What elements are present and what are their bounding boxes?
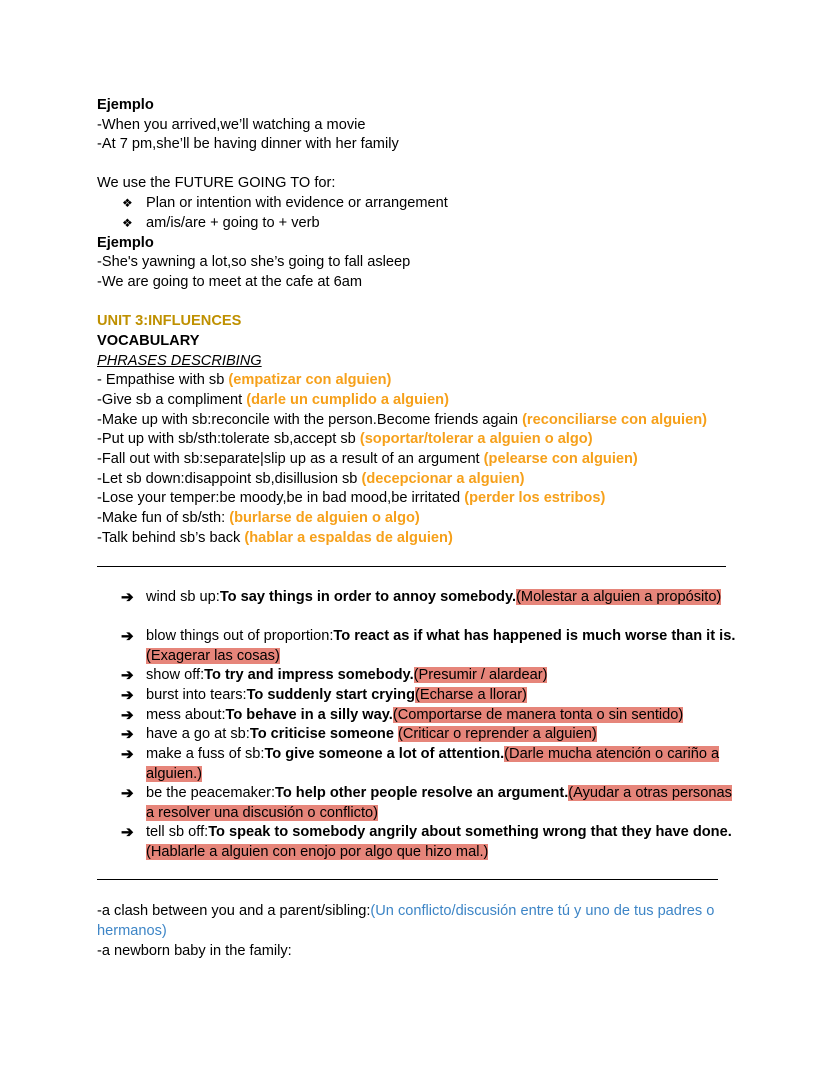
idiom-translation: (Presumir / alardear) xyxy=(413,667,548,683)
bullet-item: Plan or intention with evidence or arrangement xyxy=(146,195,448,211)
arrow-item xyxy=(146,784,736,823)
example-line: -When you arrived,we’ll watching a movie xyxy=(97,117,366,133)
arrow-bullet-icon: ➔ xyxy=(121,589,134,606)
arrow-bullet-icon: ➔ xyxy=(121,628,134,645)
idiom-definition: To react as if what has happened is much worse than it is. xyxy=(333,628,736,644)
phrase-item xyxy=(97,470,524,490)
arrow-item xyxy=(146,745,736,784)
arrow-bullet-icon: ➔ xyxy=(121,687,134,704)
horizontal-rule xyxy=(97,566,726,567)
horizontal-rule xyxy=(97,879,718,880)
idiom-definition: To behave in a silly way. xyxy=(225,707,393,723)
phrase-es: (decepcionar a alguien) xyxy=(361,471,525,487)
going-to-intro: We use the FUTURE GOING TO for: xyxy=(97,175,336,191)
phrase-en: -Give sb a compliment xyxy=(97,392,247,408)
idiom-translation: (Echarse a llorar) xyxy=(415,687,527,703)
phrase-es: (darle un cumplido a alguien) xyxy=(246,392,449,408)
bullet-item: am/is/are + going to + verb xyxy=(146,215,320,231)
arrow-item xyxy=(146,725,736,745)
arrow-item xyxy=(146,627,736,666)
idiom-term: be the peacemaker: xyxy=(146,785,275,801)
arrow-bullet-icon: ➔ xyxy=(121,726,134,743)
phrase-es: (empatizar con alguien) xyxy=(228,372,392,388)
idiom-definition: To speak to somebody angrily about something wrong that they have done. xyxy=(208,824,732,840)
phrase-en: - Empathise with sb xyxy=(97,372,229,388)
idiom-definition: To suddenly start crying xyxy=(246,687,415,703)
phrase-es: (reconciliarse con alguien) xyxy=(522,412,707,428)
phrase-item xyxy=(97,391,449,411)
idiom-term: show off: xyxy=(146,667,205,683)
idiom-definition: To give someone a lot of attention. xyxy=(264,746,505,762)
phrase-item xyxy=(97,489,605,509)
arrow-item xyxy=(146,588,736,608)
phrase-item xyxy=(97,430,593,450)
phrase-es: (hablar a espaldas de alguien) xyxy=(244,530,453,546)
idiom-term: have a go at sb: xyxy=(146,726,250,742)
newborn-item: -a newborn baby in the family: xyxy=(97,943,292,959)
phrase-en: -Lose your temper:be moody,be in bad mood,be irritated xyxy=(97,490,465,506)
idiom-term: make a fuss of sb: xyxy=(146,746,265,762)
arrow-bullet-icon: ➔ xyxy=(121,785,134,802)
phrase-en: -Put up with sb/sth:tolerate sb,accept sb xyxy=(97,431,360,447)
phrase-en: -Make fun of sb/sth: xyxy=(97,510,230,526)
unit-title: UNIT 3:INFLUENCES xyxy=(97,313,242,329)
clash-item xyxy=(97,902,737,941)
idiom-definition: To say things in order to annoy somebody. xyxy=(219,589,517,605)
idiom-translation: (Comportarse de manera tonta o sin sentido) xyxy=(392,707,684,723)
phrase-en: -Make up with sb:reconcile with the person.Become friends again xyxy=(97,412,523,428)
phrase-item xyxy=(97,371,391,391)
idiom-translation: (Molestar a alguien a propósito) xyxy=(516,589,722,605)
phrase-item xyxy=(97,529,453,549)
clash-es: (Un conflicto/discusión entre tú y uno de tus padres o hermanos) xyxy=(97,903,715,939)
idiom-translation: (Ayudar a otras personas a resolver una discusión o conflicto) xyxy=(146,785,732,821)
phrase-en: -Let sb down:disappoint sb,disillusion sb xyxy=(97,471,362,487)
example-line: -At 7 pm,she’ll be having dinner with her family xyxy=(97,136,399,152)
idiom-term: wind sb up: xyxy=(146,589,220,605)
arrow-bullet-icon: ➔ xyxy=(121,746,134,763)
phrase-en: -Fall out with sb:separate|slip up as a result of an argument xyxy=(97,451,484,467)
idiom-definition: To try and impress somebody. xyxy=(204,667,414,683)
diamond-bullet-icon: ❖ xyxy=(122,196,133,210)
phrase-es: (burlarse de alguien o algo) xyxy=(229,510,420,526)
idiom-term: mess about: xyxy=(146,707,226,723)
arrow-item xyxy=(146,823,736,862)
idiom-term: burst into tears: xyxy=(146,687,247,703)
phrase-es: (pelearse con alguien) xyxy=(483,451,638,467)
phrase-item xyxy=(97,411,707,431)
idiom-translation: (Hablarle a alguien con enojo por algo que hizo mal.) xyxy=(146,843,489,860)
diamond-bullet-icon: ❖ xyxy=(122,216,133,230)
example-heading-2: Ejemplo xyxy=(97,235,154,251)
arrow-bullet-icon: ➔ xyxy=(121,667,134,684)
arrow-item xyxy=(146,686,736,706)
idiom-translation: (Darle mucha atención o cariño a alguien.) xyxy=(146,746,720,782)
idiom-term: blow things out of proportion: xyxy=(146,628,334,644)
example-line: -We are going to meet at the cafe at 6am xyxy=(97,274,362,290)
phrase-item xyxy=(97,509,420,529)
arrow-item xyxy=(146,666,736,686)
phrase-en: -Talk behind sb’s back xyxy=(97,530,245,546)
idiom-translation: (Exagerar las cosas) xyxy=(146,647,280,664)
example-heading-1: Ejemplo xyxy=(97,97,154,113)
idiom-definition: To criticise someone xyxy=(249,726,399,742)
phrase-es: (soportar/tolerar a alguien o algo) xyxy=(359,431,593,447)
phrase-item xyxy=(97,450,638,470)
phrase-es: (perder los estribos) xyxy=(464,490,606,506)
arrow-bullet-icon: ➔ xyxy=(121,707,134,724)
vocabulary-heading: VOCABULARY xyxy=(97,333,200,349)
example-line: -She's yawning a lot,so she’s going to fall asleep xyxy=(97,254,411,270)
idiom-term: tell sb off: xyxy=(146,824,209,840)
arrow-bullet-icon: ➔ xyxy=(121,824,134,841)
idiom-definition: To help other people resolve an argument. xyxy=(275,785,569,801)
idiom-translation: (Criticar o reprender a alguien) xyxy=(398,726,597,742)
arrow-item xyxy=(146,706,736,726)
phrases-subtitle: PHRASES DESCRIBING xyxy=(97,353,262,369)
clash-en: -a clash between you and a parent/sibling: xyxy=(97,903,371,919)
